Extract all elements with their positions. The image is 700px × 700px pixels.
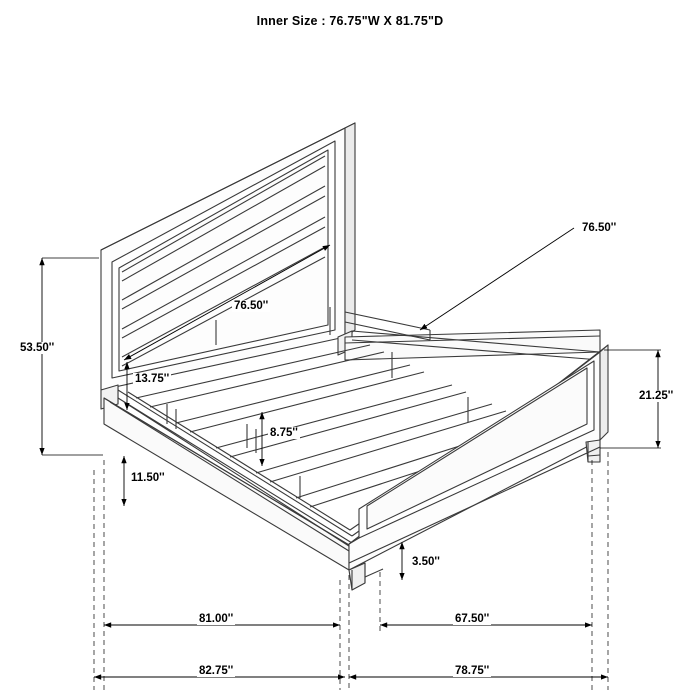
bed-outline (101, 123, 608, 590)
dimension-label-overall-width: 78.75'' (455, 665, 490, 677)
dimension-label-inner-length: 81.00'' (199, 613, 234, 625)
dimension-label-footboard-height: 21.25'' (639, 390, 674, 402)
dimension-label-overall-length: 82.75'' (199, 665, 234, 677)
dimension-label-slat-gap-middle: 8.75'' (270, 427, 298, 439)
page-title: Inner Size : 76.75"W X 81.75"D (256, 14, 444, 28)
dimension-label-headboard-inner-width: 76.50'' (234, 300, 269, 312)
dimension-label-headboard-height: 53.50'' (20, 342, 55, 354)
dimension-label-deck-height: 11.50'' (131, 472, 165, 484)
dimension-label-rail-callout-width: 76.50'' (582, 222, 617, 234)
dimension-label-slat-gap-upper: 13.75'' (135, 373, 170, 385)
dimension-label-clearance-height: 3.50'' (412, 556, 440, 568)
dimension-label-footboard-width: 67.50'' (455, 613, 490, 625)
